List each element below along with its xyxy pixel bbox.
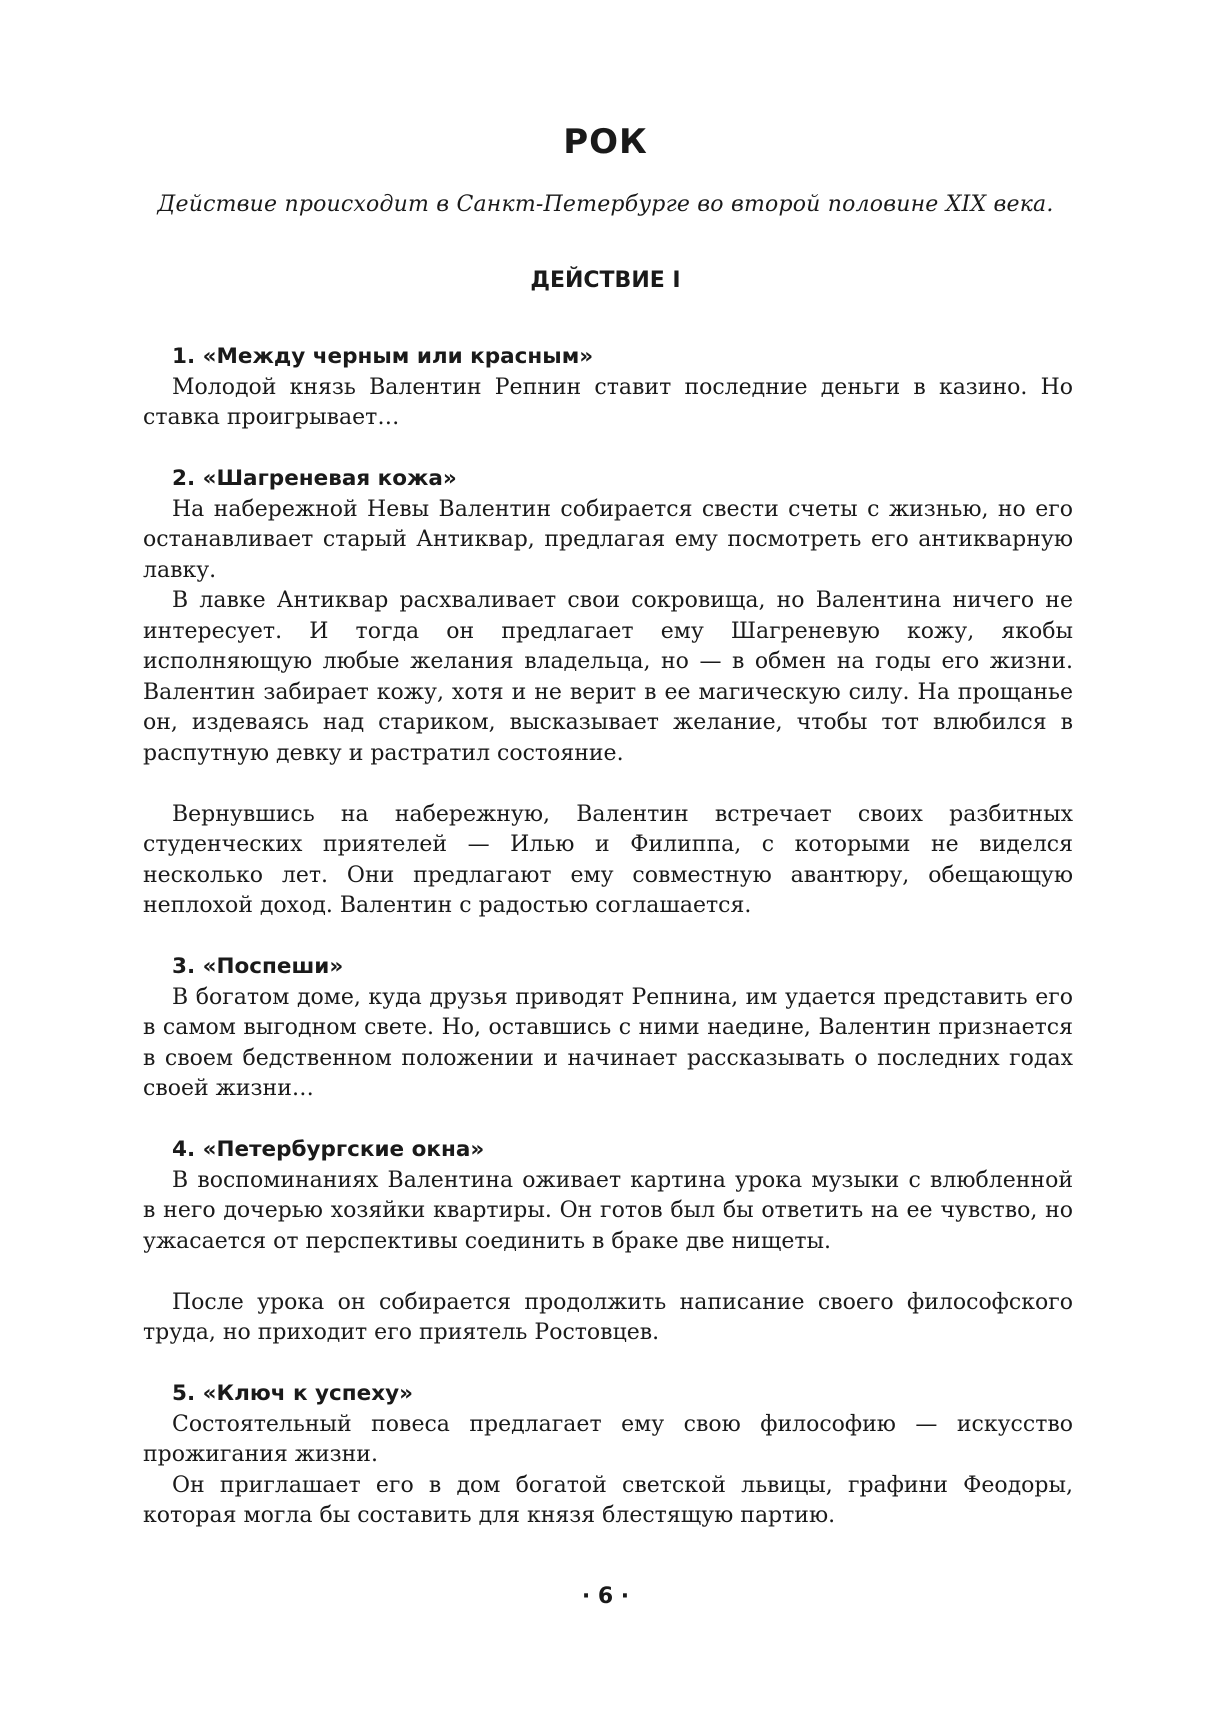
paragraph: Молодой князь Валентин Репнин ставит последние деньги в казино. Но ставка проигрывает…: [143, 374, 1073, 430]
spacer: [143, 922, 1073, 953]
spacer: [143, 1349, 1073, 1380]
paragraph: В лавке Антиквар расхваливает свои сокровища, но Валентина ничего не интересует. И тогда он предлагает ему Шагреневую кожу, якобы исполняющую любые желания владельца, но — в обмен на годы его жизни. Валентин забирает кожу, хотя и не верит в ее магическую силу. На прощанье он, издеваясь над стариком, высказывает желание, чтобы тот влюбился в распутную девку и растратил состояние.: [143, 588, 1073, 766]
section-heading: 1. «Между черным или красным»: [172, 344, 594, 369]
paragraph: В богатом доме, куда друзья приводят Репнина, им удается представить его в самом выгодном свете. Но, оставшись с ними наедине, Валентин признается в своем бедственном положении и начинает рассказывать о последних годах своей жизни…: [143, 984, 1073, 1101]
section-heading: 3. «Поспеши»: [172, 954, 344, 979]
page-number: · 6 ·: [581, 1584, 630, 1609]
page-title: РОК: [563, 122, 648, 162]
spacer: [143, 1105, 1073, 1136]
paragraph: В воспоминаниях Валентина оживает картина урока музыки с влюбленной в него дочерью хозяйки квартиры. Он готов был бы ответить на ее чувство, но ужасается от перспективы соединить в браке две нищеты.: [143, 1167, 1073, 1254]
paragraph: Состоятельный повеса предлагает ему свою философию — искусство прожигания жизни.: [143, 1411, 1073, 1467]
spacer: [143, 434, 1073, 465]
section-heading: 5. «Ключ к успеху»: [172, 1381, 414, 1406]
synopsis-body: [143, 342, 1073, 1532]
paragraph: Вернувшись на набережную, Валентин встречает своих разбитных студенческих приятелей — Илью и Филиппа, с которыми не виделся несколько лет. Они предлагают ему совместную авантюру, обещающую неплохой доход. Валентин с радостью соглашается.: [143, 801, 1073, 918]
spacer: [143, 769, 1073, 800]
paragraph: На набережной Невы Валентин собирается свести счеты с жизнью, но его останавливает старый Антиквар, предлагая ему посмотреть его антикварную лавку.: [143, 496, 1073, 583]
section-heading: 2. «Шагреневая кожа»: [172, 466, 457, 491]
paragraph: Он приглашает его в дом богатой светской львицы, графини Феодоры, которая могла бы составить для князя блестящую партию.: [143, 1472, 1073, 1528]
spacer: [143, 1257, 1073, 1288]
section-heading: 4. «Петербургские окна»: [172, 1137, 485, 1162]
act-heading: ДЕЙСТВИЕ I: [530, 268, 681, 293]
paragraph: После урока он собирается продолжить написание своего философского труда, но приходит его приятель Ростовцев.: [143, 1289, 1073, 1345]
setting-note: Действие происходит в Санкт-Петербурге во второй половине XIX века.: [157, 192, 1054, 217]
